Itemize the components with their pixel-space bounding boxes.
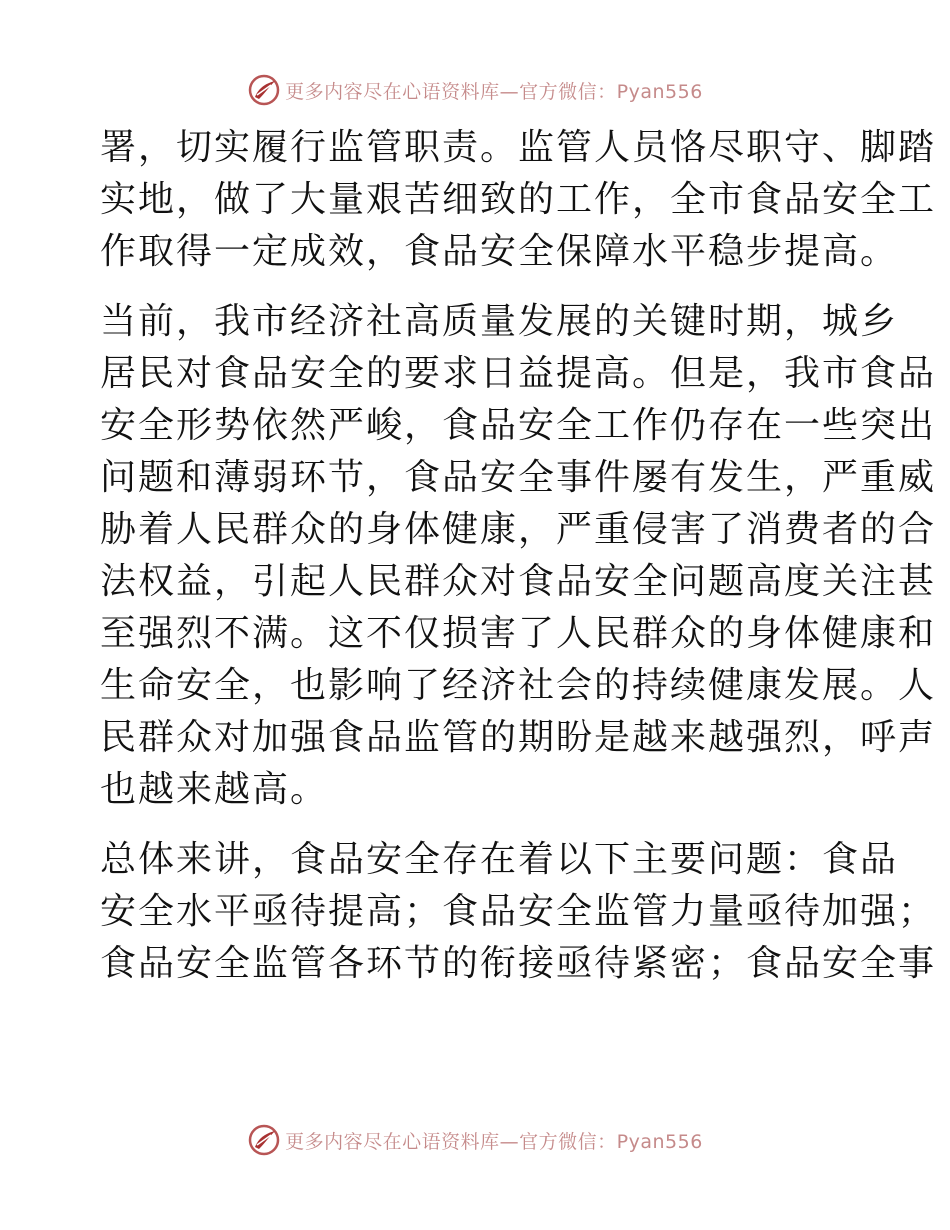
text-line: 总体来讲，食品安全存在着以下主要问题：食品 — [100, 839, 899, 880]
text-line: 安全形势依然严峻，食品安全工作仍存在一些突出 — [100, 405, 937, 446]
footer-banner — [0, 1120, 950, 1160]
text-line: 问题和薄弱环节，食品安全事件屡有发生，严重威 — [100, 457, 937, 498]
text-line: 安全水平亟待提高；食品安全监管力量亟待加强； — [100, 891, 937, 932]
text-line: 实地，做了大量艰苦细致的工作，全市食品安全工 — [100, 179, 937, 220]
brand-logo-icon — [247, 1123, 281, 1157]
footer-banner-text: 更多内容尽在心语资料库—官方微信：Pyan556 — [285, 1130, 703, 1153]
text-line: 食品安全监管各环节的衔接亟待紧密；食品安全事 — [100, 943, 937, 984]
text-line: 民群众对加强食品监管的期盼是越来越强烈，呼声 — [100, 717, 937, 758]
text-line: 法权益，引起人民群众对食品安全问题高度关注甚 — [100, 561, 937, 602]
text-line: 胁着人民群众的身体健康，严重侵害了消费者的合 — [100, 509, 937, 550]
document-body — [100, 122, 937, 990]
text-line: 居民对食品安全的要求日益提高。但是，我市食品 — [100, 353, 937, 394]
text-line: 当前，我市经济社高质量发展的关键时期，城乡 — [100, 301, 899, 342]
header-banner — [0, 70, 950, 110]
text-line: 至强烈不满。这不仅损害了人民群众的身体健康和 — [100, 613, 937, 654]
header-banner-text: 更多内容尽在心语资料库—官方微信：Pyan556 — [285, 80, 703, 103]
text-line: 也越来越高。 — [100, 769, 329, 810]
brand-logo-icon — [247, 73, 281, 107]
paragraph — [100, 296, 937, 816]
text-line: 生命安全，也影响了经济社会的持续健康发展。人 — [100, 665, 937, 706]
text-line: 署，切实履行监管职责。监管人员恪尽职守、脚踏 — [100, 127, 937, 168]
text-line: 作取得一定成效，食品安全保障水平稳步提高。 — [100, 231, 899, 272]
paragraph — [100, 122, 937, 278]
paragraph — [100, 834, 937, 990]
